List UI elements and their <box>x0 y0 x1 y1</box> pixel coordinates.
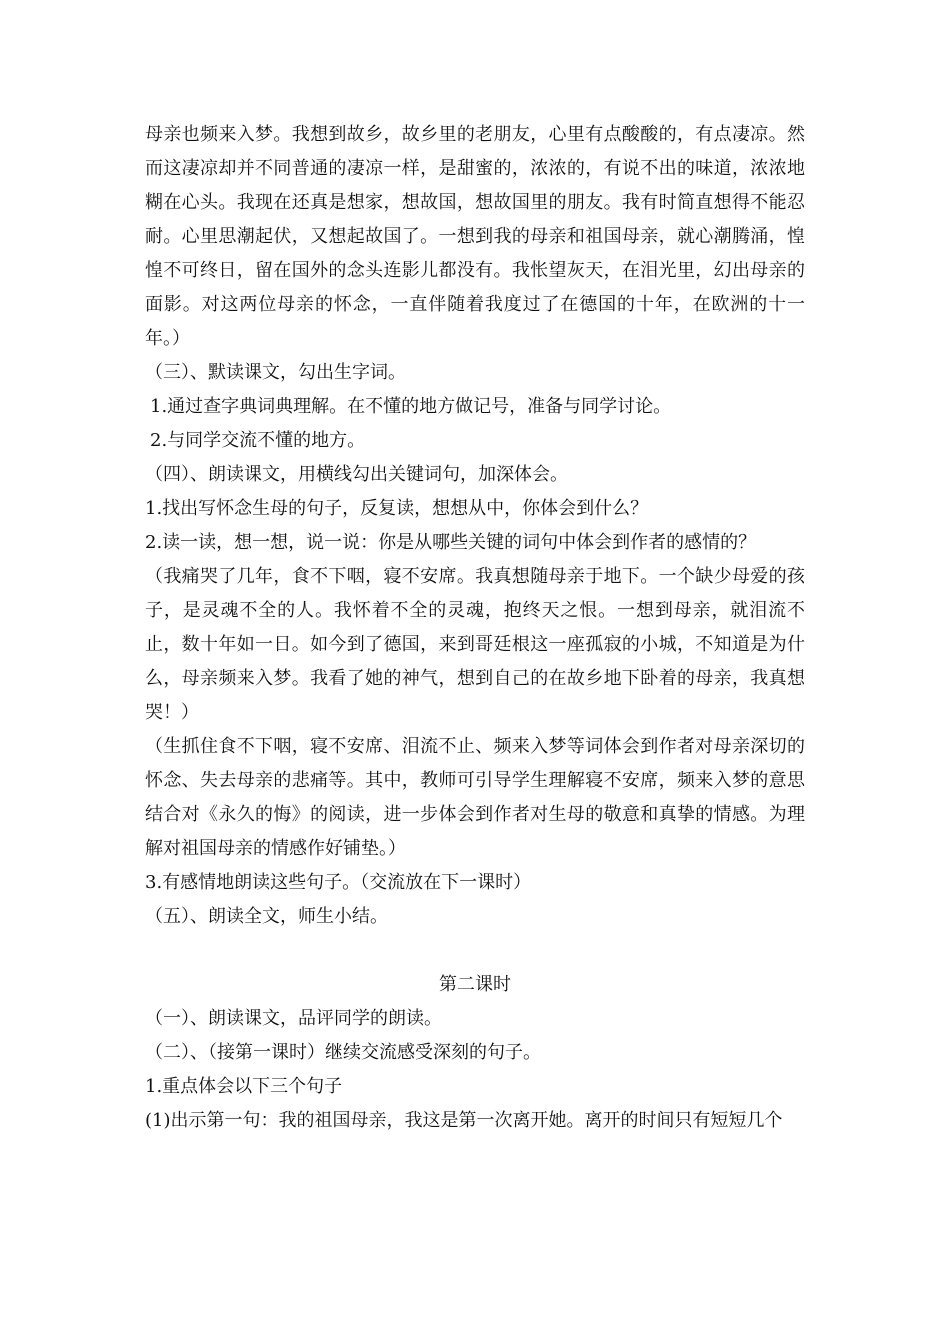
quoted-passage: （我痛哭了几年，食不下咽，寝不安席。我真想随母亲于地下。一个缺少母爱的孩子，是灵魂不全的人。我怀着不全的灵魂，抱终天之恨。一想到母亲，就泪流不止，数十年如一日。如今到了德国，来到哥廷根这一座孤寂的小城，不知道是为什么，母亲频来入梦。我看了她的神气，想到自己的在故乡地下卧着的母亲，我真想哭！） <box>145 566 805 723</box>
section-two-step-2: （二）、（接第一课时）继续交流感受深刻的句子。 <box>145 1042 541 1063</box>
step-four-heading: （四）、朗读课文，用横线勾出关键词句，加深体会。 <box>145 464 568 485</box>
step-three-heading: （三）、默读课文，勾出生字词。 <box>145 362 406 383</box>
step-four-item-1: 1.找出写怀念生母的句子，反复读，想想从中，你体会到什么？ <box>145 498 649 519</box>
step-four-item-2: 2.读一读，想一想，说一说：你是从哪些关键的词句中体会到作者的感情的？ <box>145 532 757 553</box>
step-four-item-3: 3.有感情地朗读这些句子。（交流放在下一课时） <box>145 872 532 893</box>
step-three-item-1: 1.通过查字典词典理解。在不懂的地方做记号，准备与同学讨论。 <box>150 396 672 417</box>
step-three-item-2: 2.与同学交流不懂的地方。 <box>150 430 366 451</box>
paragraph-mother-dreams: 母亲也频来入梦。我想到故乡，故乡里的老朋友，心里有点酸酸的，有点凄凉。然而这凄凉却并不同普通的凄凉一样，是甜蜜的，浓浓的，有说不出的味道，浓浓地糊在心头。我现在还真是想家，想故国，想故国里的朋友。我有时简直想得不能忍耐。心里思潮起伏，又想起故国了。一想到我的母亲和祖国母亲，就心潮腾涌，惶惶不可终日，留在国外的念头连影儿都没有。我怅望灰天，在泪光里，幻出母亲的面影。对这两位母亲的怀念，一直伴随着我度过了在德国的十年，在欧洲的十一年。） <box>145 124 805 349</box>
section-spacer <box>145 934 805 968</box>
document-page <box>145 118 805 1138</box>
step-five-heading: （五）、朗读全文，师生小结。 <box>145 906 388 927</box>
section-two-sentence-1: (1)出示第一句：我的祖国母亲，我这是第一次离开她。离开的时间只有短短几个 <box>145 1110 783 1131</box>
section-two-step-1: （一）、朗读课文，品评同学的朗读。 <box>145 1008 442 1029</box>
section-two-title: 第二课时 <box>439 974 511 995</box>
section-two-item-1: 1.重点体会以下三个句子 <box>145 1076 343 1097</box>
teacher-note: （生抓住食不下咽，寝不安席、泪流不止、频来入梦等词体会到作者对母亲深切的怀念、失去母亲的悲痛等。其中，教师可引导学生理解寝不安席，频来入梦的意思结合对《永久的悔》的阅读，进一步体会到作者对生母的敬意和真挚的情感。为理解对祖国母亲的情感作好铺垫。） <box>145 736 805 859</box>
